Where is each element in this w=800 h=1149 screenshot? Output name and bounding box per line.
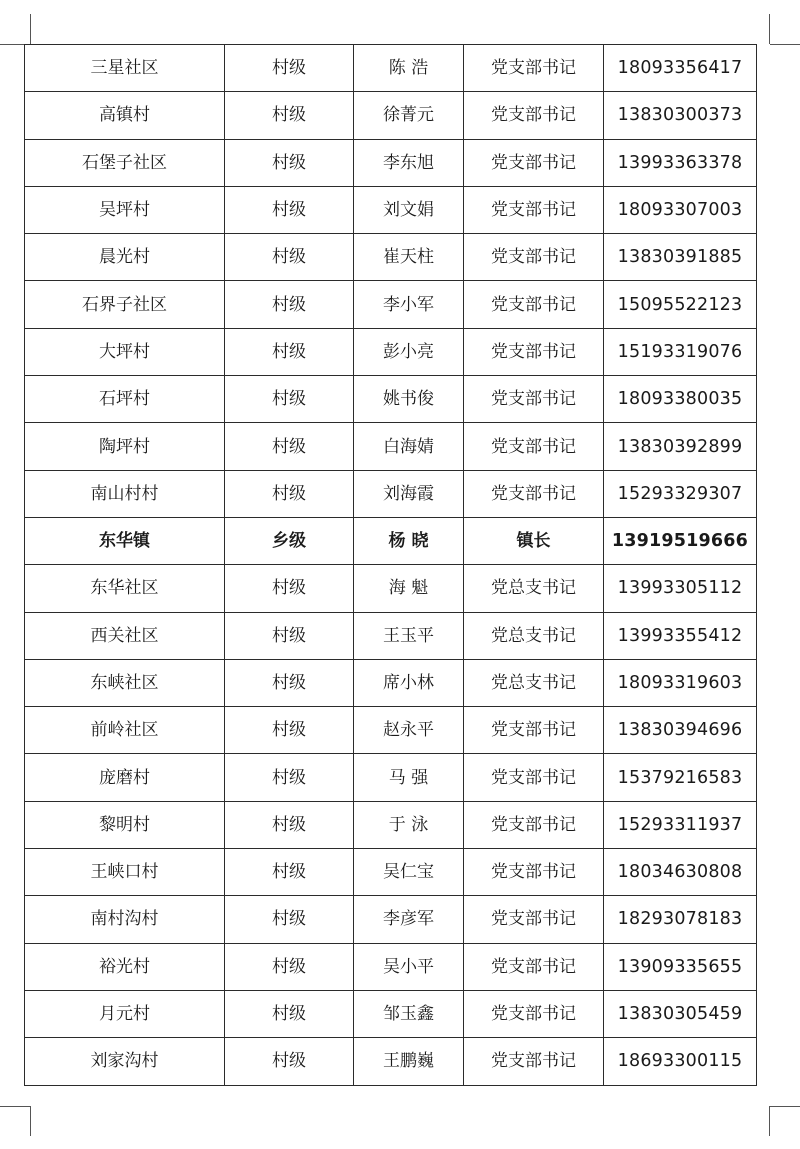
position-cell: 党总支书记 <box>464 565 604 612</box>
person-name-cell: 白海婧 <box>354 423 464 470</box>
level-cell: 村级 <box>225 801 354 848</box>
level-cell: 村级 <box>225 376 354 423</box>
unit-cell: 大坪村 <box>25 328 225 375</box>
crop-mark-top-right-v <box>769 14 770 44</box>
phone-cell: 15193319076 <box>604 328 757 375</box>
contact-table-body <box>25 45 757 1086</box>
table-row <box>25 281 757 328</box>
level-cell: 村级 <box>225 990 354 1037</box>
table-row <box>25 376 757 423</box>
unit-cell: 吴坪村 <box>25 186 225 233</box>
table-row <box>25 849 757 896</box>
position-cell: 党支部书记 <box>464 423 604 470</box>
phone-cell: 13993363378 <box>604 139 757 186</box>
crop-mark-bottom-left-h <box>0 1106 30 1107</box>
person-name-cell: 刘文娟 <box>354 186 464 233</box>
table-row <box>25 517 757 564</box>
unit-cell: 高镇村 <box>25 92 225 139</box>
position-cell: 党支部书记 <box>464 139 604 186</box>
phone-cell: 18693300115 <box>604 1038 757 1085</box>
table-row <box>25 470 757 517</box>
level-cell: 村级 <box>225 92 354 139</box>
position-cell: 党支部书记 <box>464 281 604 328</box>
level-cell: 村级 <box>225 565 354 612</box>
table-row <box>25 328 757 375</box>
level-cell: 村级 <box>225 612 354 659</box>
level-cell: 村级 <box>225 186 354 233</box>
level-cell: 村级 <box>225 896 354 943</box>
person-name-cell: 吴小平 <box>354 943 464 990</box>
level-cell: 村级 <box>225 943 354 990</box>
table-row <box>25 1038 757 1085</box>
person-name-cell: 姚书俊 <box>354 376 464 423</box>
table-row <box>25 423 757 470</box>
phone-cell: 18093319603 <box>604 659 757 706</box>
person-name-cell: 马 强 <box>354 754 464 801</box>
unit-cell: 晨光村 <box>25 234 225 281</box>
position-cell: 党支部书记 <box>464 849 604 896</box>
table-row <box>25 801 757 848</box>
unit-cell: 王峡口村 <box>25 849 225 896</box>
person-name-cell: 刘海霞 <box>354 470 464 517</box>
unit-cell: 西关社区 <box>25 612 225 659</box>
position-cell: 党总支书记 <box>464 612 604 659</box>
position-cell: 党支部书记 <box>464 801 604 848</box>
level-cell: 村级 <box>225 754 354 801</box>
unit-cell: 东华社区 <box>25 565 225 612</box>
person-name-cell: 海 魁 <box>354 565 464 612</box>
position-cell: 党支部书记 <box>464 754 604 801</box>
position-cell: 镇长 <box>464 517 604 564</box>
unit-cell: 石坪村 <box>25 376 225 423</box>
phone-cell: 13830391885 <box>604 234 757 281</box>
phone-cell: 18093307003 <box>604 186 757 233</box>
unit-cell: 东华镇 <box>25 517 225 564</box>
level-cell: 村级 <box>225 849 354 896</box>
level-cell: 村级 <box>225 470 354 517</box>
position-cell: 党支部书记 <box>464 376 604 423</box>
position-cell: 党支部书记 <box>464 92 604 139</box>
person-name-cell: 赵永平 <box>354 707 464 754</box>
person-name-cell: 陈 浩 <box>354 45 464 92</box>
person-name-cell: 王鹏巍 <box>354 1038 464 1085</box>
level-cell: 村级 <box>225 234 354 281</box>
phone-cell: 15095522123 <box>604 281 757 328</box>
crop-mark-top-right-h <box>770 44 800 45</box>
position-cell: 党支部书记 <box>464 470 604 517</box>
level-cell: 村级 <box>225 1038 354 1085</box>
person-name-cell: 邹玉鑫 <box>354 990 464 1037</box>
unit-cell: 石界子社区 <box>25 281 225 328</box>
position-cell: 党支部书记 <box>464 896 604 943</box>
table-row <box>25 139 757 186</box>
table-row <box>25 186 757 233</box>
level-cell: 村级 <box>225 139 354 186</box>
position-cell: 党支部书记 <box>464 943 604 990</box>
level-cell: 村级 <box>225 328 354 375</box>
table-row <box>25 707 757 754</box>
level-cell: 村级 <box>225 423 354 470</box>
position-cell: 党支部书记 <box>464 186 604 233</box>
unit-cell: 东峡社区 <box>25 659 225 706</box>
position-cell: 党支部书记 <box>464 234 604 281</box>
phone-cell: 13830392899 <box>604 423 757 470</box>
level-cell: 村级 <box>225 707 354 754</box>
level-cell: 乡级 <box>225 517 354 564</box>
phone-cell: 13909335655 <box>604 943 757 990</box>
person-name-cell: 席小林 <box>354 659 464 706</box>
table-row <box>25 990 757 1037</box>
level-cell: 村级 <box>225 281 354 328</box>
phone-cell: 13993355412 <box>604 612 757 659</box>
phone-cell: 13830300373 <box>604 92 757 139</box>
person-name-cell: 李小军 <box>354 281 464 328</box>
phone-cell: 18093356417 <box>604 45 757 92</box>
phone-cell: 13830305459 <box>604 990 757 1037</box>
level-cell: 村级 <box>225 45 354 92</box>
contact-table <box>24 44 757 1086</box>
position-cell: 党支部书记 <box>464 990 604 1037</box>
crop-mark-bottom-right-h <box>770 1106 800 1107</box>
person-name-cell: 李彦军 <box>354 896 464 943</box>
person-name-cell: 徐菁元 <box>354 92 464 139</box>
phone-cell: 18034630808 <box>604 849 757 896</box>
crop-mark-bottom-left-v <box>30 1106 31 1136</box>
table-row <box>25 943 757 990</box>
person-name-cell: 彭小亮 <box>354 328 464 375</box>
position-cell: 党总支书记 <box>464 659 604 706</box>
person-name-cell: 吴仁宝 <box>354 849 464 896</box>
phone-cell: 15293329307 <box>604 470 757 517</box>
unit-cell: 前岭社区 <box>25 707 225 754</box>
table-row <box>25 234 757 281</box>
phone-cell: 18293078183 <box>604 896 757 943</box>
table-row <box>25 659 757 706</box>
crop-mark-bottom-right-v <box>769 1106 770 1136</box>
unit-cell: 刘家沟村 <box>25 1038 225 1085</box>
person-name-cell: 王玉平 <box>354 612 464 659</box>
crop-mark-top-left-v <box>30 14 31 44</box>
unit-cell: 南山村村 <box>25 470 225 517</box>
phone-cell: 13993305112 <box>604 565 757 612</box>
phone-cell: 13830394696 <box>604 707 757 754</box>
unit-cell: 陶坪村 <box>25 423 225 470</box>
phone-cell: 13919519666 <box>604 517 757 564</box>
person-name-cell: 李东旭 <box>354 139 464 186</box>
table-row <box>25 45 757 92</box>
unit-cell: 裕光村 <box>25 943 225 990</box>
position-cell: 党支部书记 <box>464 1038 604 1085</box>
table-row <box>25 612 757 659</box>
unit-cell: 庞磨村 <box>25 754 225 801</box>
unit-cell: 黎明村 <box>25 801 225 848</box>
phone-cell: 18093380035 <box>604 376 757 423</box>
person-name-cell: 崔天柱 <box>354 234 464 281</box>
table-row <box>25 754 757 801</box>
person-name-cell: 于 泳 <box>354 801 464 848</box>
position-cell: 党支部书记 <box>464 45 604 92</box>
phone-cell: 15379216583 <box>604 754 757 801</box>
unit-cell: 月元村 <box>25 990 225 1037</box>
phone-cell: 15293311937 <box>604 801 757 848</box>
person-name-cell: 杨 晓 <box>354 517 464 564</box>
unit-cell: 南村沟村 <box>25 896 225 943</box>
unit-cell: 三星社区 <box>25 45 225 92</box>
position-cell: 党支部书记 <box>464 328 604 375</box>
table-row <box>25 565 757 612</box>
unit-cell: 石堡子社区 <box>25 139 225 186</box>
table-row <box>25 896 757 943</box>
position-cell: 党支部书记 <box>464 707 604 754</box>
table-row <box>25 92 757 139</box>
level-cell: 村级 <box>225 659 354 706</box>
